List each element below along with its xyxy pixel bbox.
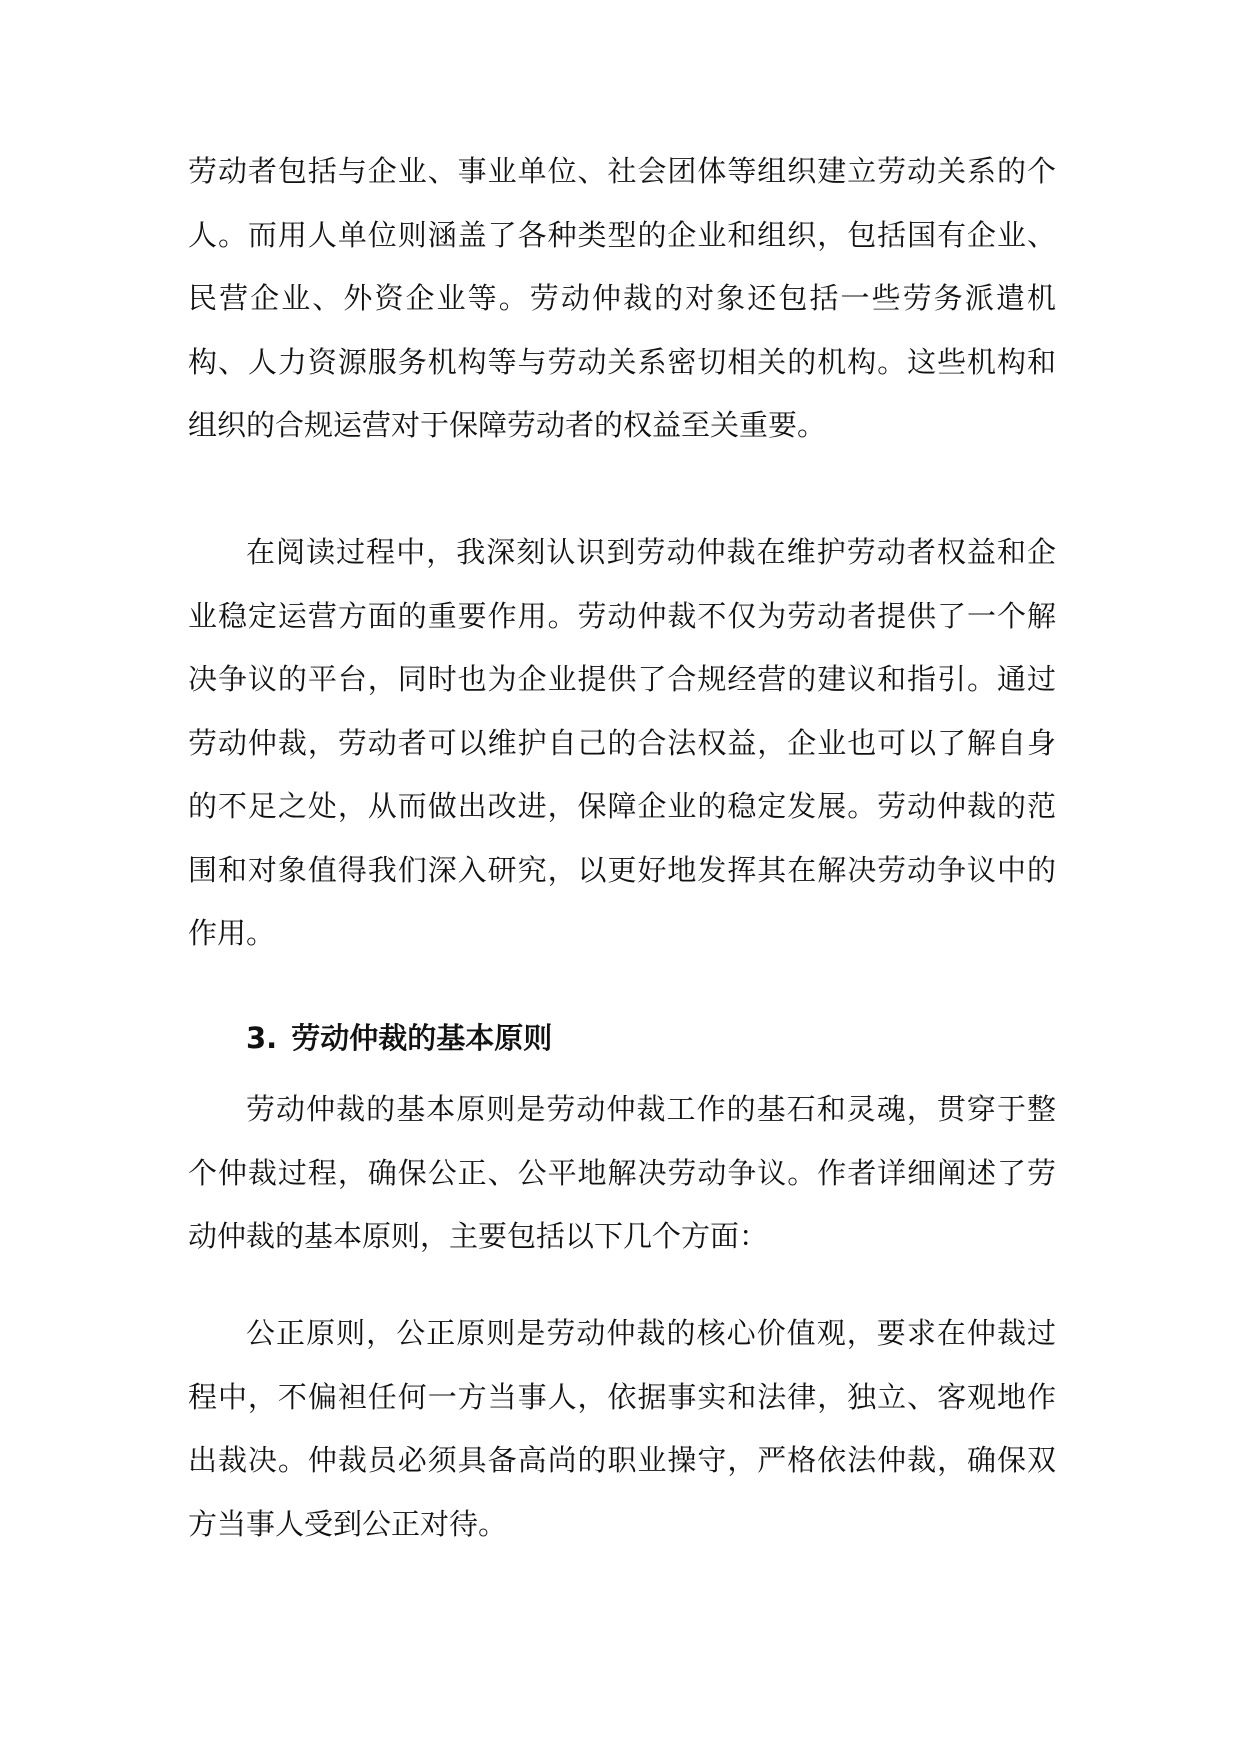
paragraph: 劳动仲裁的基本原则是劳动仲裁工作的基石和灵魂，贯穿于整个仲裁过程，确保公正、公平地解决劳动争议。作者详细阐述了劳动仲裁的基本原则，主要包括以下几个方面：: [188, 1092, 1056, 1253]
section-heading: [246, 1007, 552, 1071]
section-title: 劳动仲裁的基本原则: [291, 1021, 553, 1055]
paragraph: 在阅读过程中，我深刻认识到劳动仲裁在维护劳动者权益和企业稳定运营方面的重要作用。劳动仲裁不仅为劳动者提供了一个解决争议的平台，同时也为企业提供了合规经营的建议和指引。通过劳动仲裁，劳动者可以维护自己的合法权益，企业也可以了解自身的不足之处，从而做出改进，保障企业的稳定发展。劳动仲裁的范围和对象值得我们深入研究，以更好地发挥其在解决劳动争议中的作用。: [188, 535, 1056, 950]
paragraph: 公正原则，公正原则是劳动仲裁的核心价值观，要求在仲裁过程中，不偏袒任何一方当事人，依据事实和法律，独立、客观地作出裁决。仲裁员必须具备高尚的职业操守，严格依法仲裁，确保双方当事人受到公正对待。: [188, 1316, 1056, 1541]
section-number: 3.: [246, 1021, 278, 1055]
paragraph: 劳动者包括与企业、事业单位、社会团体等组织建立劳动关系的个人。而用人单位则涵盖了各种类型的企业和组织，包括国有企业、民营企业、外资企业等。劳动仲裁的对象还包括一些劳务派遣机构、人力资源服务机构等与劳动关系密切相关的机构。这些机构和组织的合规运营对于保障劳动者的权益至关重要。: [188, 154, 1056, 442]
